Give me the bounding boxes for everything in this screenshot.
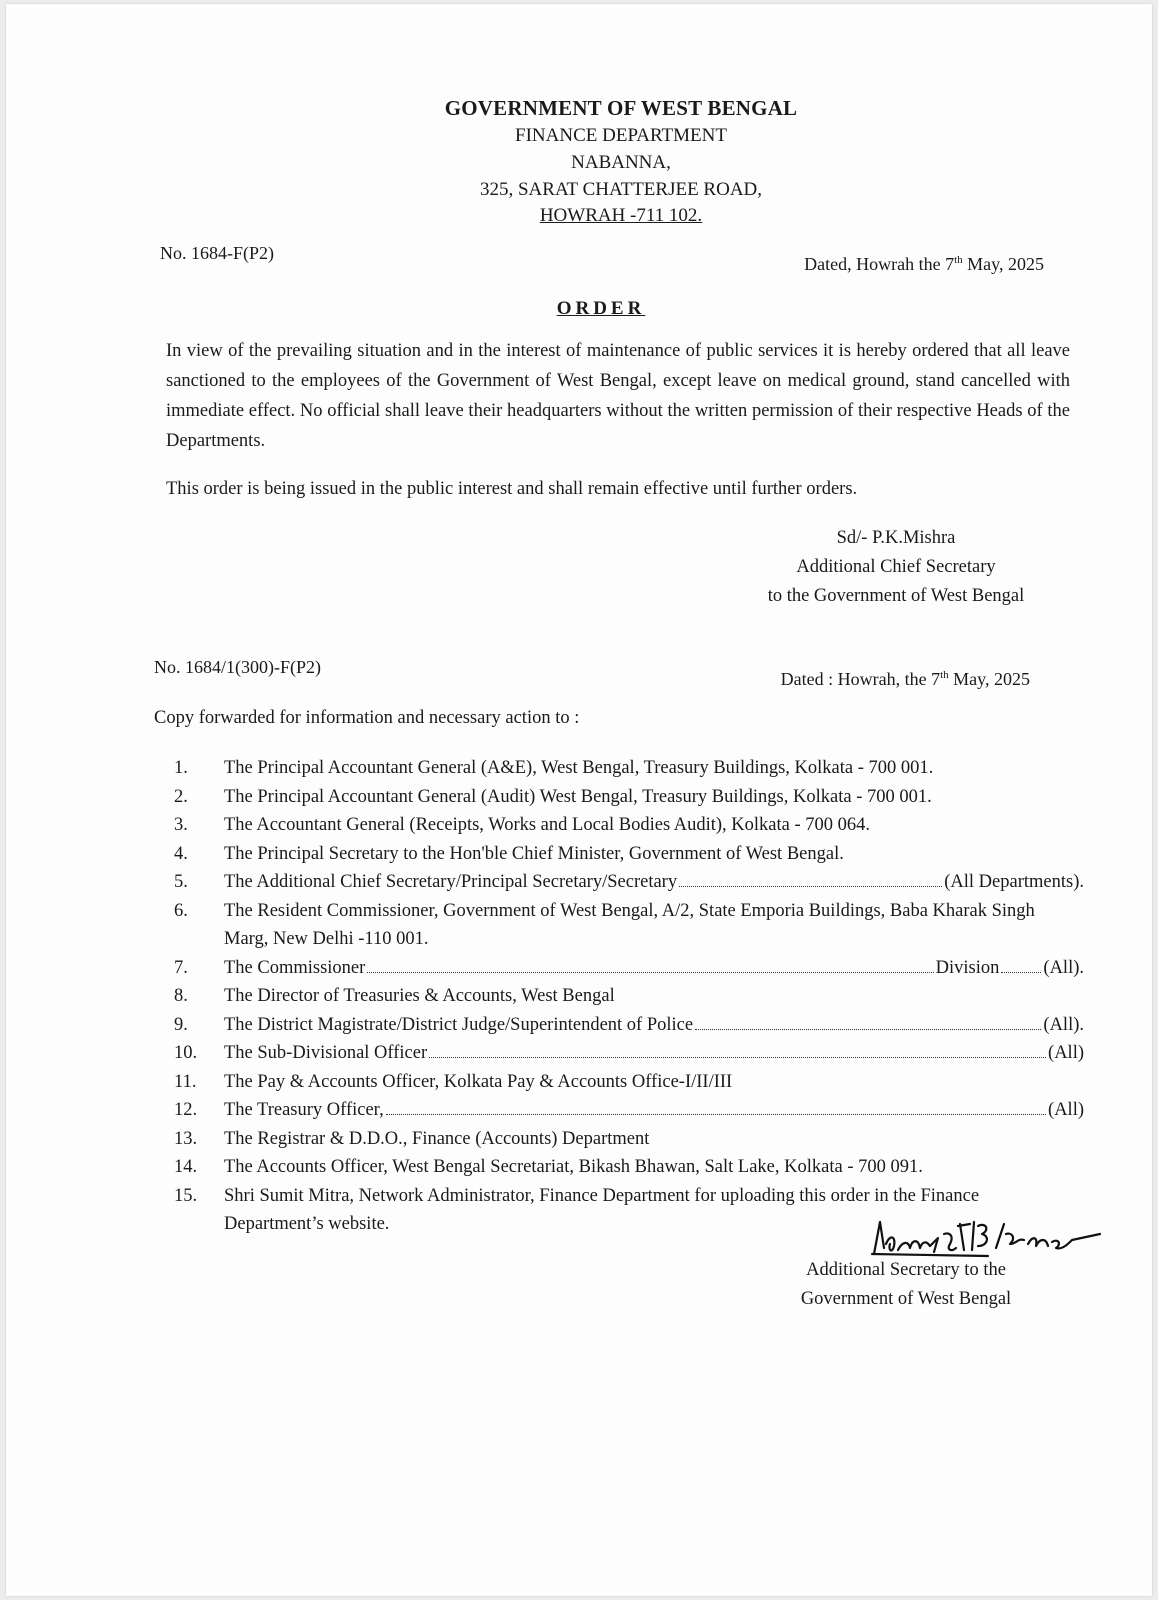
list-item: [174, 1096, 1084, 1125]
order-date-suffix: May, 2025: [962, 254, 1044, 274]
list-item-text: The Accountant General (Receipts, Works and Local Bodies Audit), Kolkata - 700 064.: [224, 815, 871, 835]
list-item-leader-row: [224, 954, 1084, 983]
list-item-number: 15.: [174, 1185, 198, 1206]
list-item-number: 8.: [174, 986, 188, 1006]
list-item-text: The Treasury Officer,: [224, 1100, 384, 1120]
dot-leader: [367, 971, 933, 973]
address-city-text: HOWRAH -711 102.: [539, 205, 703, 226]
signatory-org: to the Government of West Bengal: [767, 586, 1025, 606]
forward-date-suffix: May, 2025: [948, 669, 1030, 689]
list-item-text: The Sub-Divisional Officer: [224, 1043, 428, 1063]
govt-title: GOVERNMENT OF WEST BENGAL: [444, 96, 798, 120]
document-page: [6, 4, 1152, 1596]
list-item-text: The Principal Accountant General (A&E), West Bengal, Treasury Buildings, Kolkata - 700 001.: [224, 758, 934, 778]
order-date-prefix: Dated, Howrah the 7: [804, 254, 955, 274]
handwritten-signature: [868, 1204, 1128, 1264]
list-item: [174, 954, 1084, 983]
list-item: [174, 783, 1074, 812]
list-item-leader-row: [224, 868, 1084, 897]
list-item-text: The Pay & Accounts Officer, Kolkata Pay & Accounts Office-I/II/III: [224, 1071, 733, 1092]
list-item-number: 3.: [174, 815, 188, 835]
list-item-text: The Additional Chief Secretary/Principal Secretary/Secretary: [224, 872, 678, 892]
order-date-sup: th: [954, 254, 963, 266]
list-item: [174, 1125, 1074, 1154]
list-item-number: 7.: [174, 957, 188, 978]
list-item: [174, 811, 1074, 840]
list-item-number: 4.: [174, 843, 188, 864]
list-item-text: The Director of Treasuries & Accounts, West Bengal: [224, 986, 615, 1006]
forward-signatory: [766, 1256, 1046, 1314]
list-item-tail: (All).: [1043, 1014, 1084, 1035]
dot-leader: [386, 1113, 1046, 1115]
list-item-leader-row: [224, 1011, 1084, 1040]
list-item-text: The Commissioner: [224, 957, 366, 978]
list-item: [174, 982, 1074, 1011]
dot-leader: [1001, 971, 1041, 973]
list-item-tail: (All Departments).: [944, 872, 1084, 892]
list-item: [174, 1153, 1074, 1182]
order-title: ORDER: [556, 298, 646, 319]
list-item-number: 12.: [174, 1100, 198, 1120]
order-paragraph-2: This order is being issued in the public interest and shall remain effective until further orders.: [166, 479, 858, 499]
list-item-text: The Resident Commissioner, Government of West Bengal, A/2, State Emporia Buildings, Baba Kharak Singh Marg, New Delhi -110 001.: [224, 900, 1035, 949]
list-item: [174, 840, 1074, 869]
list-item-number: 13.: [174, 1128, 198, 1149]
recipient-list: [174, 754, 1084, 1239]
list-item-mid: Division: [935, 957, 1000, 978]
list-item: [174, 897, 1074, 954]
list-item: [174, 1011, 1084, 1040]
list-item-tail: (All): [1048, 1100, 1084, 1120]
order-number: No. 1684-F(P2): [160, 243, 275, 263]
department-name: FINANCE DEPARTMENT: [515, 125, 727, 146]
signatory-name: Sd/- P.K.Mishra: [836, 528, 956, 548]
list-item: [174, 754, 1074, 783]
list-item-text: Shri Sumit Mitra, Network Administrator, Finance Department for uploading this order in the Finance Department’s website.: [224, 1185, 980, 1234]
list-item: [174, 1068, 1074, 1097]
forward-signatory-org: Government of West Bengal: [800, 1289, 1012, 1309]
list-item-number: 5.: [174, 872, 188, 892]
list-item-number: 14.: [174, 1157, 198, 1177]
dot-leader: [695, 1028, 1041, 1030]
list-item-leader-row: [224, 1039, 1084, 1068]
list-item-text: The District Magistrate/District Judge/Superintendent of Police: [224, 1014, 694, 1035]
list-item-number: 10.: [174, 1043, 198, 1063]
list-item-number: 2.: [174, 786, 188, 807]
list-item-text: The Registrar & D.D.O., Finance (Accounts) Department: [224, 1128, 650, 1149]
list-item-tail: (All).: [1043, 957, 1084, 978]
forward-intro: Copy forwarded for information and necessary action to :: [154, 708, 580, 728]
list-item-number: 11.: [174, 1071, 197, 1092]
list-item-text: The Principal Accountant General (Audit) West Bengal, Treasury Buildings, Kolkata - 700 001.: [224, 786, 932, 807]
list-item-text: The Principal Secretary to the Hon'ble Chief Minister, Government of West Bengal.: [224, 843, 844, 864]
forward-date: [781, 662, 1030, 692]
building-name: NABANNA,: [571, 152, 671, 173]
order-signatory: [726, 524, 1066, 611]
list-item-leader-row: [224, 1096, 1084, 1125]
forward-date-sup: th: [940, 669, 949, 681]
dot-leader: [429, 1056, 1046, 1058]
order-date: [804, 247, 1044, 277]
list-item-number: 6.: [174, 900, 188, 921]
address-road: 325, SARAT CHATTERJEE ROAD,: [479, 179, 763, 200]
list-item: [174, 1039, 1084, 1068]
forward-number: No. 1684/1(300)-F(P2): [154, 657, 321, 677]
dot-leader: [679, 885, 942, 887]
list-item-number: 1.: [174, 758, 188, 778]
list-item-tail: (All): [1048, 1043, 1084, 1063]
signatory-designation: Additional Chief Secretary: [796, 557, 996, 577]
order-paragraph-1: In view of the prevailing situation and in the interest of maintenance of public services it is hereby ordered that all leave sanctioned to the employees of the Government of West Bengal, except leave on medical ground, stand cancelled with immediate effect. No official shall leave their headquarters without the written permission of their respective Heads of the Departments.: [166, 341, 1070, 451]
forward-signatory-designation: Additional Secretary to the: [806, 1260, 1006, 1280]
address-city: [296, 202, 946, 230]
list-item-number: 9.: [174, 1014, 188, 1035]
forward-date-prefix: Dated : Howrah, the 7: [780, 669, 941, 689]
list-item-text: The Accounts Officer, West Bengal Secretariat, Bikash Bhawan, Salt Lake, Kolkata - 700 091.: [224, 1157, 923, 1177]
list-item: [174, 868, 1084, 897]
